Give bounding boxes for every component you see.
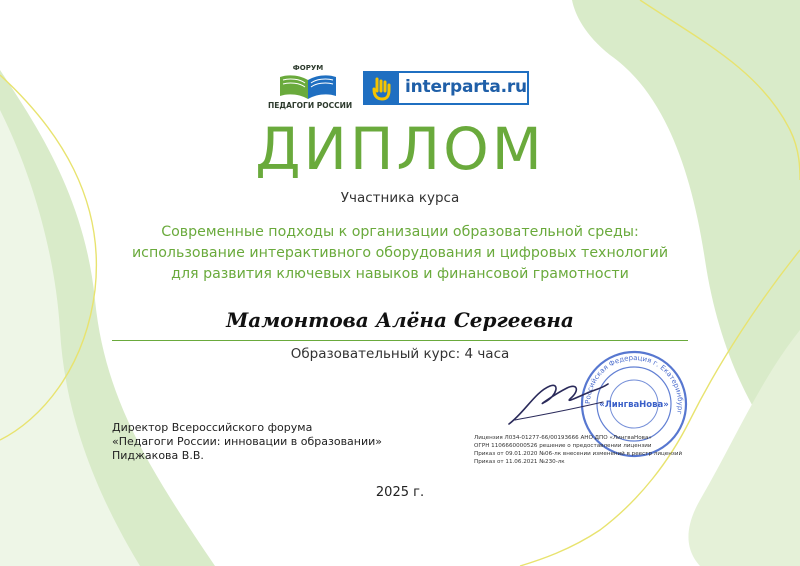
hand-pointer-icon bbox=[365, 73, 399, 103]
seal-center-text: «ЛингваНова» bbox=[599, 400, 669, 410]
license-info bbox=[474, 434, 710, 466]
license-line-3: Приказ от 09.01.2020 №06-лк внесении изменений в реестр лицензий bbox=[474, 451, 683, 457]
name-underline bbox=[112, 340, 688, 341]
director-block bbox=[112, 421, 432, 463]
interparta-logo bbox=[363, 71, 529, 105]
license-line-1: Лицензия Л034-01277-66/00193666 АНО ДПО «ЛингваНова» bbox=[474, 435, 652, 441]
director-name: Пиджакова В.В. bbox=[112, 449, 204, 462]
director-line-1: Директор Всероссийского форума bbox=[112, 421, 313, 434]
diploma-title: ДИПЛОМ bbox=[255, 115, 545, 183]
director-signature bbox=[505, 372, 610, 430]
course-title-line-3: для развития ключевых навыков и финансовой грамотности bbox=[171, 266, 629, 282]
diploma-subtitle: Участника курса bbox=[340, 190, 460, 206]
open-book-icon bbox=[278, 74, 338, 100]
forum-logo-bottom-text: ПЕДАГОГИ РОССИИ bbox=[268, 101, 353, 110]
course-hours: Образовательный курс: 4 часа bbox=[290, 346, 510, 362]
course-title-line-2: использование интерактивного оборудования и цифровых технологий bbox=[131, 245, 669, 261]
participant-name: Мамонтова Алёна Сергеевна bbox=[226, 308, 574, 332]
course-title-line-1: Современные подходы к организации образовательной среды: bbox=[161, 224, 639, 240]
interparta-logo-text: interparta.ru bbox=[405, 77, 527, 97]
forum-logo-top-text: ФОРУМ bbox=[292, 64, 324, 72]
course-title bbox=[40, 222, 760, 285]
license-line-4: Приказ от 11.06.2021 №230-лк bbox=[474, 459, 565, 465]
issue-year: 2025 г. bbox=[375, 485, 425, 500]
seal-ring-text: Российская Федерация г. Екатеринбург bbox=[583, 353, 685, 416]
director-line-2: «Педагоги России: инновации в образовании» bbox=[112, 435, 383, 448]
license-line-2: ОГРН 1106660000526 решение о предоставлении лицензии bbox=[474, 443, 652, 449]
forum-logo bbox=[268, 64, 353, 112]
